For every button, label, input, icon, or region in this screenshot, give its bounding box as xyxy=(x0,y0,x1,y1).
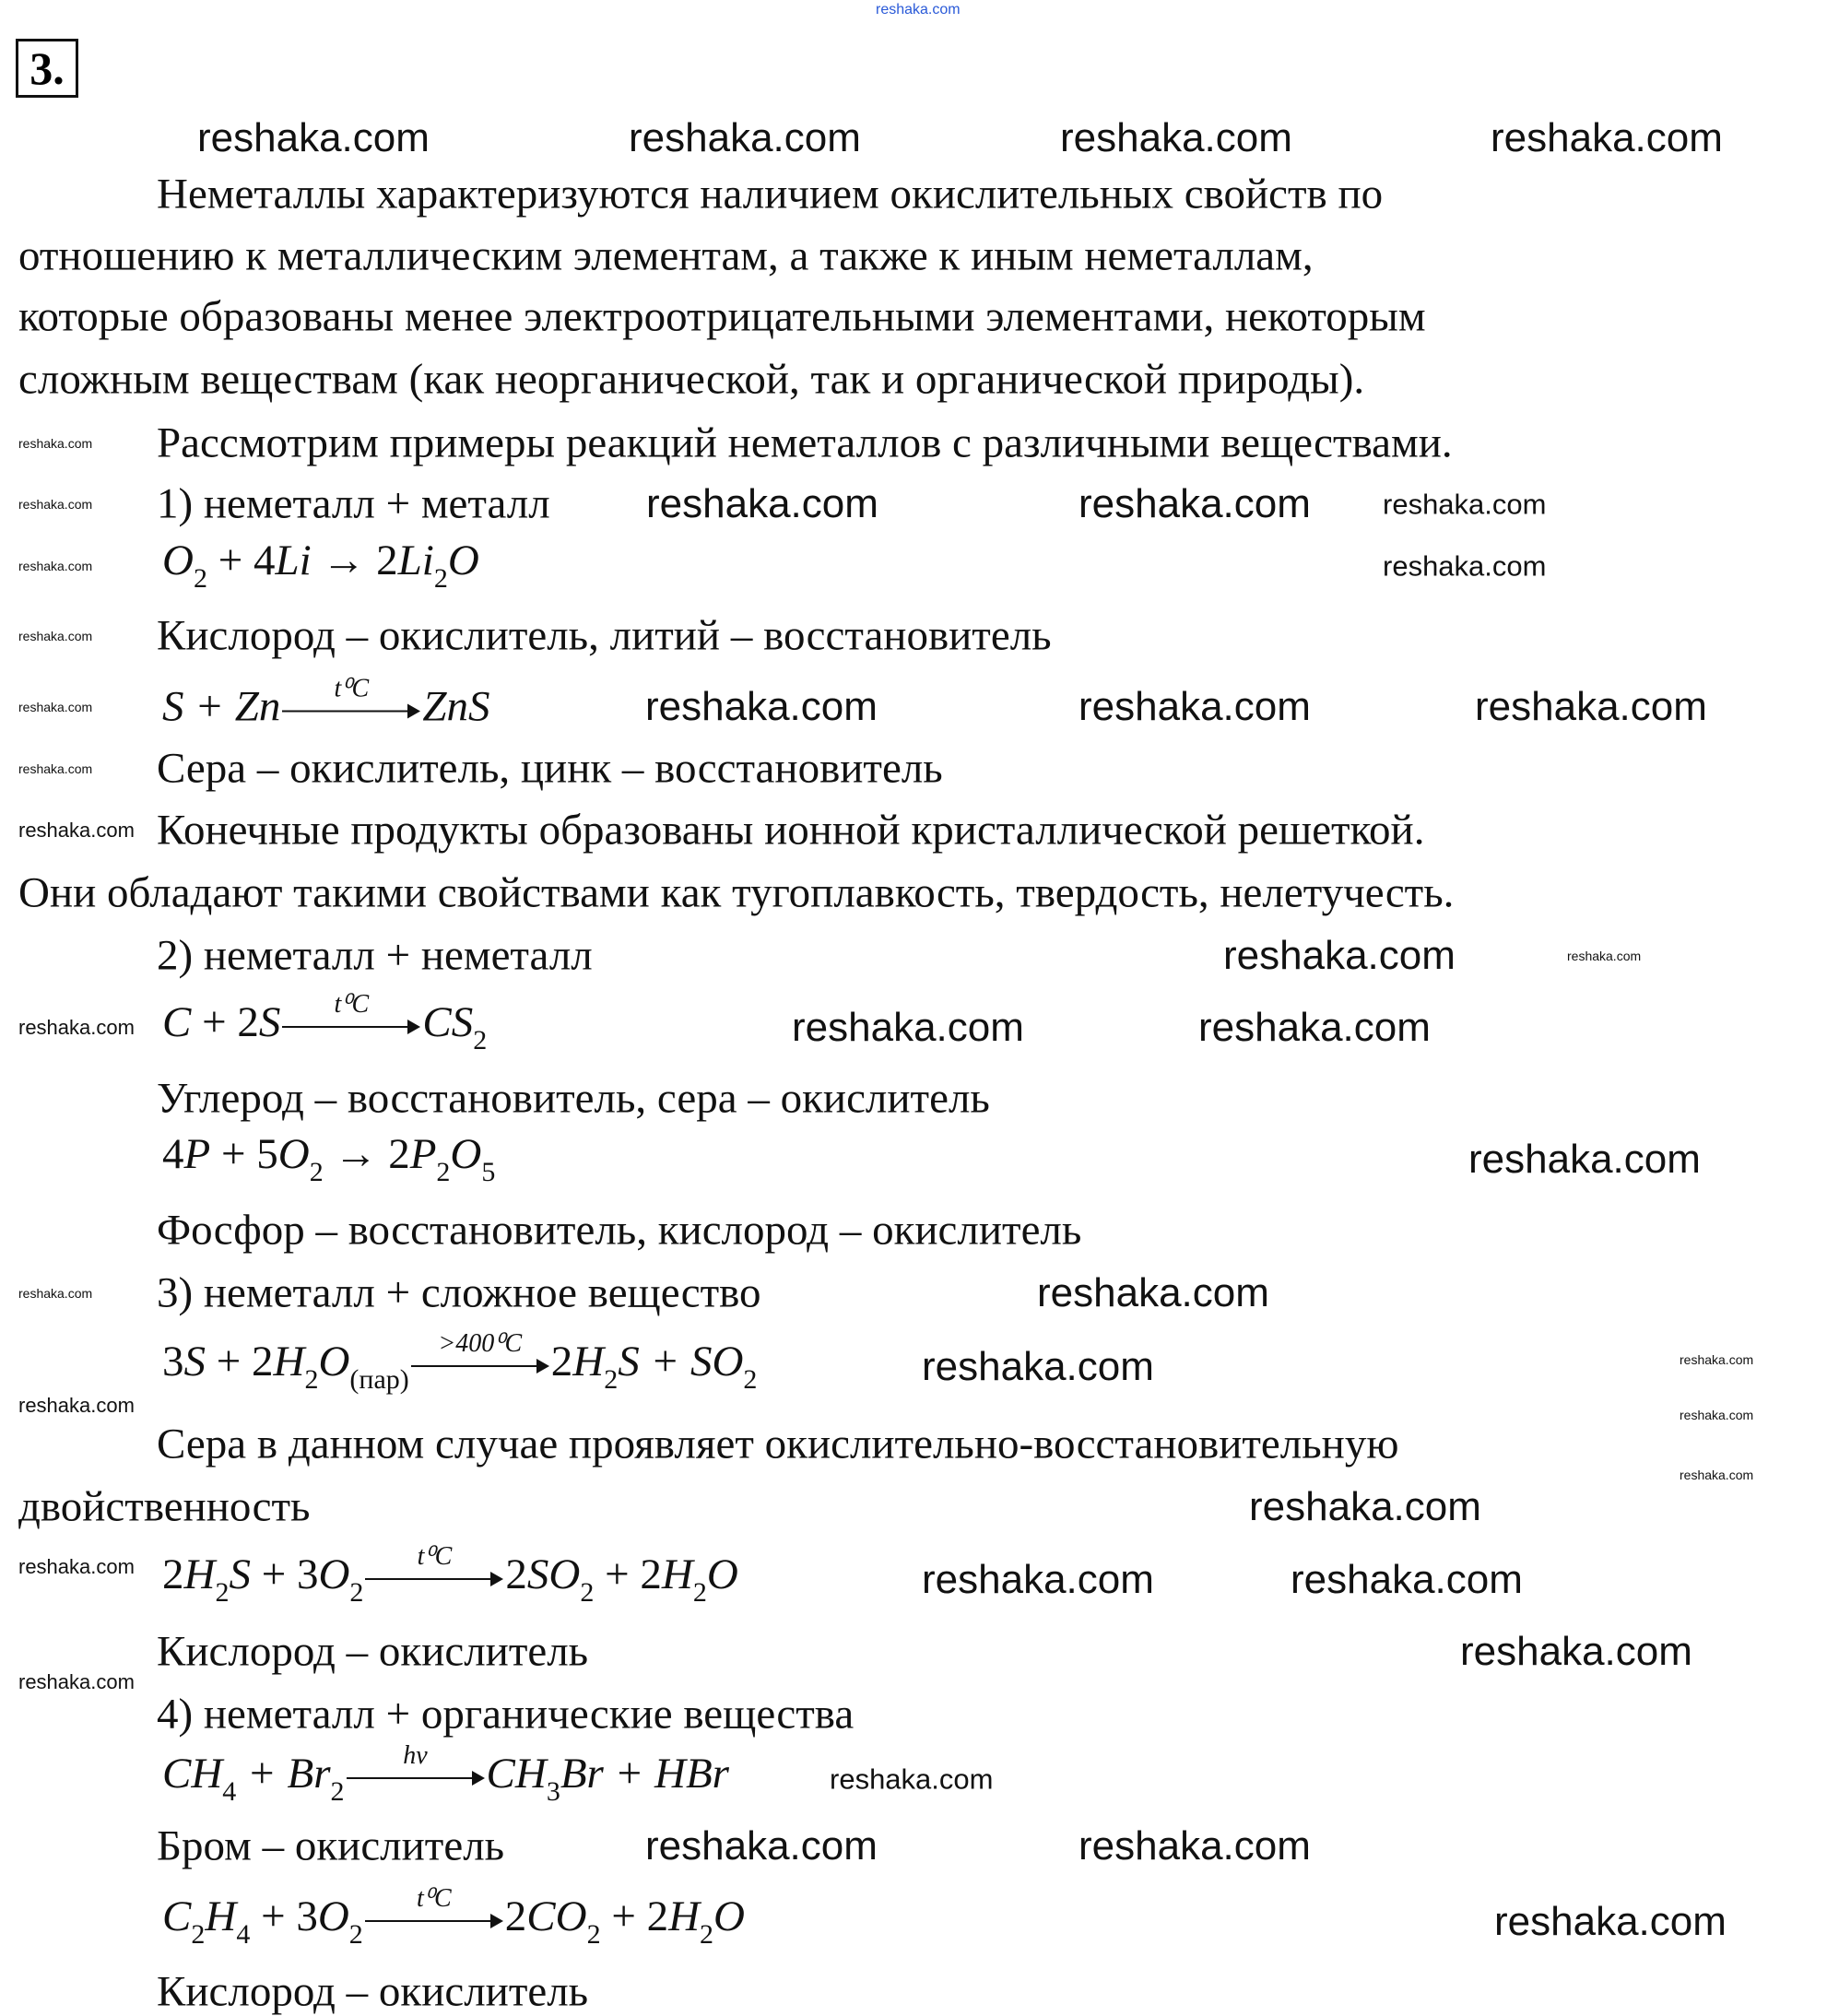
watermark: reshaka.com xyxy=(1060,115,1292,160)
text-line: Неметаллы характеризуются наличием окислительных свойств по xyxy=(157,170,1384,218)
subscript: 5 xyxy=(481,1157,496,1187)
subscript: 2 xyxy=(304,1364,319,1395)
subscript: 2 xyxy=(348,1919,363,1950)
watermark-top: reshaka.com xyxy=(876,2,961,18)
formula-part: 2 xyxy=(162,1550,184,1598)
watermark: reshaka.com xyxy=(18,497,93,512)
watermark: reshaka.com xyxy=(1468,1137,1701,1182)
formula-part: S xyxy=(258,998,281,1046)
formula-part: 3 xyxy=(162,1338,184,1385)
text-line: 4) неметалл + органические вещества xyxy=(157,1690,855,1739)
watermark: reshaka.com xyxy=(1680,1352,1754,1367)
watermark: reshaka.com xyxy=(646,481,878,526)
watermark: reshaka.com xyxy=(922,1557,1154,1602)
watermark: reshaka.com xyxy=(1079,1823,1311,1869)
subscript: 3 xyxy=(546,1776,560,1807)
reaction-arrow-icon xyxy=(365,1542,503,1592)
text-line: 1) неметалл + металл xyxy=(157,479,550,528)
watermark: reshaka.com xyxy=(1037,1270,1269,1315)
reaction-arrow-icon xyxy=(411,1329,549,1379)
formula-part: O xyxy=(447,536,479,584)
formula-part: C xyxy=(162,1892,192,1940)
chemical-equation xyxy=(162,990,488,1055)
text-line: Бром – окислитель xyxy=(157,1821,505,1870)
reaction-condition: t⁰C xyxy=(334,674,370,703)
watermark: reshaka.com xyxy=(18,819,135,842)
formula-part: O xyxy=(277,1130,310,1178)
chemical-equation xyxy=(162,1329,758,1395)
watermark: reshaka.com xyxy=(922,1344,1154,1389)
task-number: 3. xyxy=(16,39,78,98)
chemical-equation xyxy=(162,1741,729,1807)
chemical-equation xyxy=(162,674,490,731)
chemical-equation xyxy=(162,536,479,594)
watermark: reshaka.com xyxy=(1460,1629,1692,1674)
text-line: 2) неметалл + неметалл xyxy=(157,931,593,980)
formula-part: O xyxy=(317,1892,349,1940)
formula-part: C xyxy=(162,998,192,1046)
watermark: reshaka.com xyxy=(1079,481,1311,526)
watermark: reshaka.com xyxy=(1291,1557,1523,1602)
watermark: reshaka.com xyxy=(18,629,93,643)
formula-part: + 3 xyxy=(250,1892,318,1940)
subscript: 4 xyxy=(222,1776,237,1807)
text-line: которые образованы менее электроотрицательными элементами, некоторым xyxy=(18,292,1426,341)
subscript: 2 xyxy=(330,1776,345,1807)
text-line: отношению к металлическим элементам, а также к иным неметаллам, xyxy=(18,231,1314,280)
watermark: reshaka.com xyxy=(792,1005,1024,1050)
text-line: Рассмотрим примеры реакций неметаллов с различными веществами. xyxy=(157,419,1453,467)
watermark: reshaka.com xyxy=(197,115,430,160)
subscript: 2 xyxy=(191,1919,206,1950)
subscript: 2 xyxy=(580,1577,595,1608)
formula-part: CS xyxy=(422,998,474,1046)
reaction-condition: >400⁰C xyxy=(438,1329,523,1359)
formula-part: → 2 xyxy=(311,536,398,584)
formula-part: O xyxy=(706,1550,738,1598)
subscript: 2 xyxy=(436,1157,451,1187)
formula-part: H xyxy=(661,1550,693,1598)
chemical-equation xyxy=(162,1542,738,1608)
formula-part: 4 xyxy=(162,1130,184,1178)
formula-part: + 2 xyxy=(594,1550,662,1598)
text-line: Кислород – окислитель, литий – восстановитель xyxy=(157,611,1052,660)
text-line: Они обладают такими свойствами как тугоплавкость, твердость, нелетучесть. xyxy=(18,868,1455,917)
watermark: reshaka.com xyxy=(18,436,93,451)
watermark: reshaka.com xyxy=(18,1286,93,1301)
watermark: reshaka.com xyxy=(1567,949,1642,963)
chemical-equation xyxy=(162,1130,496,1187)
watermark: reshaka.com xyxy=(18,761,93,776)
formula-part: 2 xyxy=(550,1338,573,1385)
subscript: 2 xyxy=(349,1577,364,1608)
reaction-arrow-icon xyxy=(282,990,420,1040)
formula-part: H xyxy=(572,1338,605,1385)
watermark: reshaka.com xyxy=(1079,684,1311,729)
formula-part: Li xyxy=(275,536,312,584)
text-line: сложным веществам (как неорганической, так и органической природы). xyxy=(18,355,1365,404)
text-line: Кислород – окислитель xyxy=(157,1627,589,1676)
formula-part: + Br xyxy=(236,1750,331,1798)
subscript: 2 xyxy=(700,1919,714,1950)
subscript: 2 xyxy=(193,563,207,594)
watermark: reshaka.com xyxy=(1383,549,1547,583)
subscript: 2 xyxy=(604,1364,619,1395)
reaction-condition: hv xyxy=(403,1741,428,1771)
formula-part: + 2 xyxy=(600,1892,669,1940)
text-line: Фосфор – восстановитель, кислород – окислитель xyxy=(157,1206,1082,1255)
formula-part: O xyxy=(318,1338,350,1385)
formula-part: S + Zn xyxy=(162,682,281,731)
formula-part: O xyxy=(713,1892,745,1940)
watermark: reshaka.com xyxy=(18,1394,135,1417)
reaction-condition: t⁰C xyxy=(334,990,370,1020)
formula-part: 2 xyxy=(504,1892,527,1940)
subscript: 2 xyxy=(433,563,448,594)
watermark: reshaka.com xyxy=(629,115,861,160)
watermark: reshaka.com xyxy=(1475,684,1707,729)
watermark: reshaka.com xyxy=(1249,1484,1481,1529)
formula-part: O xyxy=(318,1550,350,1598)
text-line: Кислород – окислитель xyxy=(157,1967,589,2016)
watermark: reshaka.com xyxy=(1383,488,1547,521)
watermark: reshaka.com xyxy=(1680,1408,1754,1422)
formula-part: P xyxy=(183,1130,211,1178)
formula-part: H xyxy=(273,1338,305,1385)
subscript: 4 xyxy=(236,1919,251,1950)
formula-part: SO xyxy=(526,1550,581,1598)
formula-part: Li xyxy=(397,536,434,584)
formula-part: O xyxy=(162,536,194,584)
watermark: reshaka.com xyxy=(1223,933,1456,978)
reaction-arrow-icon xyxy=(347,1741,485,1791)
text-line: Сера в данном случае проявляет окислительно-восстановительную xyxy=(157,1420,1399,1468)
watermark: reshaka.com xyxy=(18,1016,135,1039)
subscript: 2 xyxy=(215,1577,230,1608)
watermark: reshaka.com xyxy=(645,1823,878,1869)
reaction-arrow-icon xyxy=(282,674,420,725)
formula-part: → 2 xyxy=(323,1130,410,1178)
reaction-arrow-icon xyxy=(365,1884,503,1934)
formula-part: P xyxy=(409,1130,437,1178)
text-line: Конечные продукты образованы ионной кристаллической решеткой. xyxy=(157,806,1425,855)
formula-part: CO xyxy=(526,1892,587,1940)
formula-part: S + SO xyxy=(618,1338,744,1385)
watermark: reshaka.com xyxy=(18,559,93,573)
text-line: двойственность xyxy=(18,1482,311,1531)
formula-part: + 5 xyxy=(210,1130,278,1178)
subscript: 2 xyxy=(586,1919,601,1950)
formula-part: + 3 xyxy=(250,1550,319,1598)
watermark: reshaka.com xyxy=(1680,1468,1754,1482)
watermark: reshaka.com xyxy=(830,1763,994,1796)
chemical-equation xyxy=(162,1884,745,1950)
watermark: reshaka.com xyxy=(18,1555,135,1578)
formula-part: O xyxy=(450,1130,482,1178)
watermark: reshaka.com xyxy=(1494,1899,1727,1944)
subscript: 2 xyxy=(309,1157,324,1187)
text-line: 3) неметалл + сложное вещество xyxy=(157,1268,761,1317)
formula-part: H xyxy=(668,1892,701,1940)
formula-part: S xyxy=(229,1550,251,1598)
watermark: reshaka.com xyxy=(1198,1005,1431,1050)
formula-part: H xyxy=(183,1550,216,1598)
reaction-condition: t⁰C xyxy=(417,1542,453,1572)
watermark: reshaka.com xyxy=(18,1670,135,1693)
text-line: Углерод – восстановитель, сера – окислитель xyxy=(157,1074,990,1123)
text-line: Сера – окислитель, цинк – восстановитель xyxy=(157,744,943,793)
reaction-condition: t⁰C xyxy=(416,1884,452,1914)
formula-part: S xyxy=(183,1338,206,1385)
subscript: 2 xyxy=(743,1364,758,1395)
formula-part: + 2 xyxy=(191,998,259,1046)
formula-part: + 2 xyxy=(206,1338,274,1385)
formula-part: Br + HBr xyxy=(560,1750,729,1798)
watermark: reshaka.com xyxy=(1491,115,1723,160)
formula-part: CH xyxy=(162,1750,223,1798)
formula-part: + 4 xyxy=(206,536,276,584)
formula-part: ZnS xyxy=(422,682,490,731)
subscript: 2 xyxy=(473,1025,488,1055)
watermark: reshaka.com xyxy=(18,700,93,714)
watermark: reshaka.com xyxy=(645,684,878,729)
formula-part: CH xyxy=(486,1750,547,1798)
subscript: (пар) xyxy=(349,1364,409,1395)
formula-part: 2 xyxy=(505,1550,527,1598)
subscript: 2 xyxy=(692,1577,707,1608)
formula-part: H xyxy=(205,1892,237,1940)
